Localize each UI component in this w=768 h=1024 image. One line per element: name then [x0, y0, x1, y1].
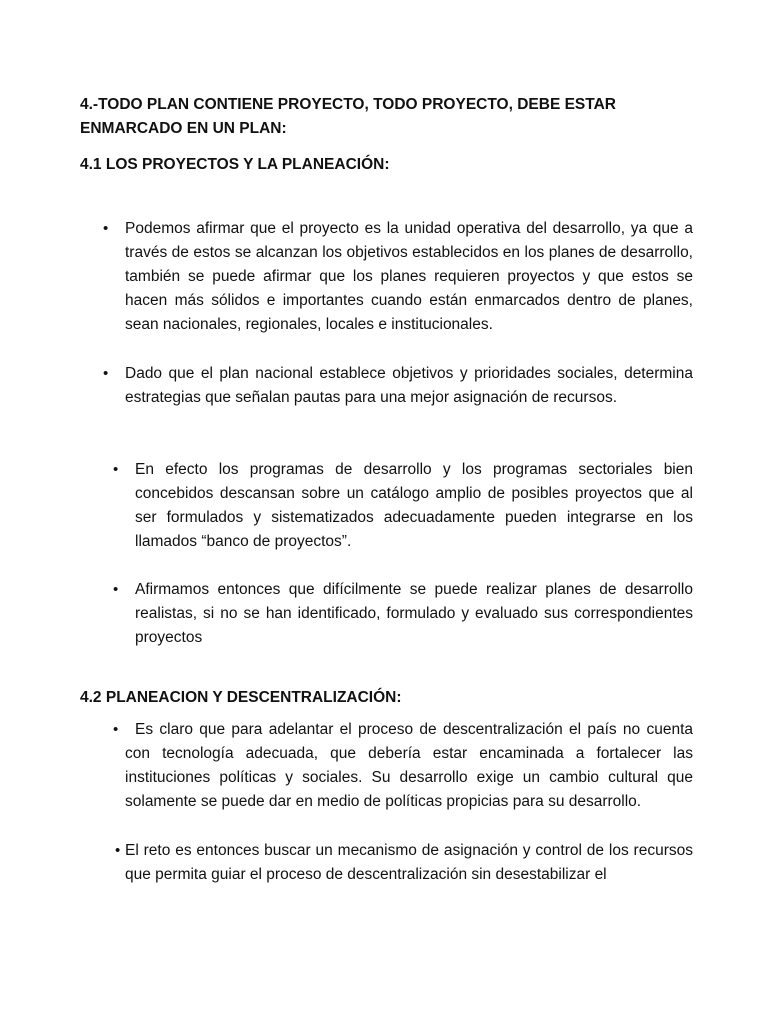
list-item — [113, 578, 693, 650]
paragraph-text: En efecto los programas de desarrollo y los programas sectoriales bien concebidos descansan sobre un catálogo amplio de posibles proyectos que al ser formulados y sistematizados adecuadamente pueden integrarse en los llamados “banco de proyectos”. — [135, 461, 693, 550]
bullet-icon: • — [103, 365, 109, 382]
list-item — [103, 217, 693, 337]
list-item — [103, 362, 693, 410]
section-4-heading: 4.-TODO PLAN CONTIENE PROYECTO, TODO PROYECTO, DEBE ESTAR ENMARCADO EN UN PLAN: — [80, 96, 616, 137]
paragraph-text: El reto es entonces buscar un mecanismo de asignación y control de los recursos que permita guiar el proceso de descentralización sin desestabilizar el — [125, 842, 693, 883]
list-item — [113, 718, 693, 814]
paragraph-text: Es claro que para adelantar el proceso de descentralización el país no cuenta con tecnología adecuada, que debería estar encaminada a fortalecer las instituciones políticas y sociales. Su desarrollo exige un cambio cultural que solamente se puede dar en medio de políticas propicias para su desarrollo. — [125, 721, 693, 810]
bullet-icon: • — [103, 220, 109, 237]
paragraph-text: Podemos afirmar que el proyecto es la unidad operativa del desarrollo, ya que a través de estos se alcanzan los objetivos establecidos en los planes de desarrollo, también se puede afirmar que los planes requieren proyectos y que estos se hacen más sólidos e importantes cuando están enmarcados dentro de planes, sean nacionales, regionales, locales e institucionales. — [125, 220, 693, 333]
list-item — [115, 839, 693, 887]
section-4-1-heading: 4.1 LOS PROYECTOS Y LA PLANEACIÓN: — [80, 156, 390, 173]
bullet-icon: • — [113, 581, 119, 598]
paragraph-text: Afirmamos entonces que difícilmente se puede realizar planes de desarrollo realistas, si no se han identificado, formulado y evaluado sus correspondientes proyectos — [135, 581, 693, 646]
section-4-2-heading: 4.2 PLANEACION Y DESCENTRALIZACIÓN: — [80, 689, 402, 706]
bullet-icon: • — [115, 842, 121, 859]
bullet-icon: • — [113, 721, 119, 738]
bullet-icon: • — [113, 461, 119, 478]
list-item — [113, 458, 693, 554]
paragraph-text: Dado que el plan nacional establece objetivos y prioridades sociales, determina estrategias que señalan pautas para una mejor asignación de recursos. — [125, 365, 693, 406]
